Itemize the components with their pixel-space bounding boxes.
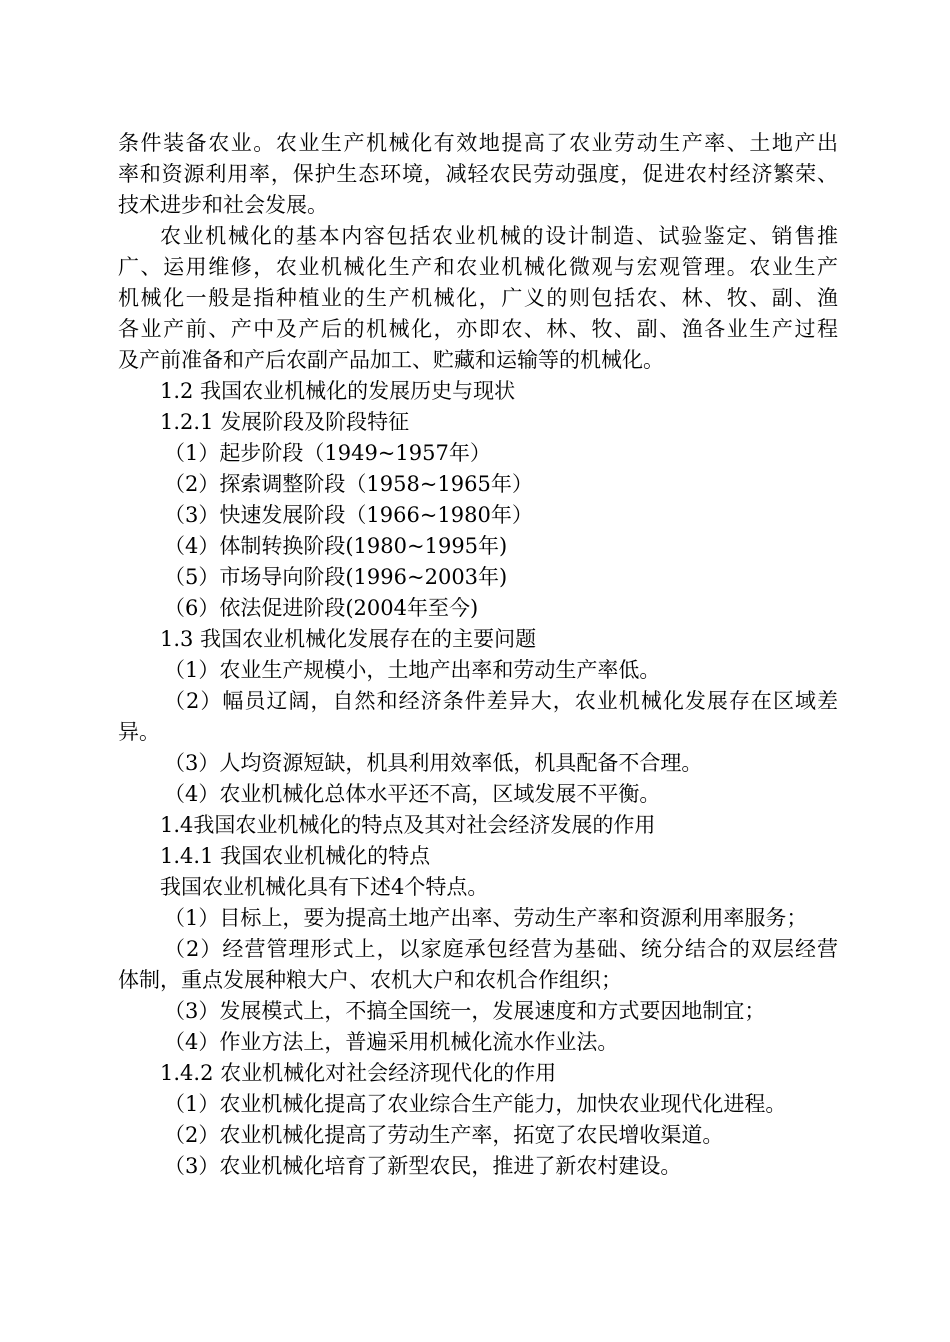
text-line: （4）体制转换阶段(1980~1995年) <box>164 534 508 558</box>
text-line: 1.4我国农业机械化的特点及其对社会经济发展的作用 <box>160 813 656 837</box>
text-line: （3）人均资源短缺，机具利用效率低，机具配备不合理。 <box>164 751 703 775</box>
text-line: （3）农业机械化培育了新型农民，推进了新农村建设。 <box>164 1154 682 1178</box>
text-line: （3）快速发展阶段（1966~1980年） <box>164 503 533 527</box>
text-line: 1.2.1 发展阶段及阶段特征 <box>160 410 410 434</box>
text-line: 率和资源利用率，保护生态环境，减轻农民劳动强度，促进农村经济繁荣、 <box>118 162 838 186</box>
text-line: 1.2 我国农业机械化的发展历史与现状 <box>160 379 516 403</box>
text-line: 广、运用维修，农业机械化生产和农业机械化微观与宏观管理。农业生产 <box>118 255 838 279</box>
text-line: 各业产前、产中及产后的机械化，亦即农、林、牧、副、渔各业生产过程 <box>118 317 838 341</box>
text-line: （4）作业方法上，普遍采用机械化流水作业法。 <box>164 1030 619 1054</box>
text-line: 条件装备农业。农业生产机械化有效地提高了农业劳动生产率、土地产出 <box>118 131 838 155</box>
text-line: （2）农业机械化提高了劳动生产率，拓宽了农民增收渠道。 <box>164 1123 724 1147</box>
text-line: 1.4.2 农业机械化对社会经济现代化的作用 <box>160 1061 557 1085</box>
text-line: （6）依法促进阶段(2004年至今) <box>164 596 479 620</box>
text-line: （3）发展模式上，不搞全国统一，发展速度和方式要因地制宜； <box>164 999 766 1023</box>
text-line: （1）农业生产规模小，土地产出率和劳动生产率低。 <box>164 658 661 682</box>
text-line: 异。 <box>118 720 160 744</box>
text-line: 机械化一般是指种植业的生产机械化，广义的则包括农、林、牧、副、渔 <box>118 286 838 310</box>
text-line: （2）经营管理形式上，以家庭承包经营为基础、统分结合的双层经营 <box>164 937 838 961</box>
text-line: 我国农业机械化具有下述4个特点。 <box>160 875 489 899</box>
text-line: 农业机械化的基本内容包括农业机械的设计制造、试验鉴定、销售推 <box>160 224 838 248</box>
text-line: （1）目标上，要为提高土地产出率、劳动生产率和资源利用率服务； <box>164 906 808 930</box>
text-line: （4）农业机械化总体水平还不高，区域发展不平衡。 <box>164 782 661 806</box>
text-line: （1）起步阶段（1949~1957年） <box>164 441 491 465</box>
text-line: 1.4.1 我国农业机械化的特点 <box>160 844 431 868</box>
text-line: 技术进步和社会发展。 <box>118 193 328 217</box>
document-body <box>118 128 838 1182</box>
text-line: 1.3 我国农业机械化发展存在的主要问题 <box>160 627 537 651</box>
text-line: 及产前准备和产后农副产品加工、贮藏和运输等的机械化。 <box>118 348 664 372</box>
text-line: （5）市场导向阶段(1996~2003年) <box>164 565 508 589</box>
text-line: 体制，重点发展种粮大户、农机大户和农机合作组织； <box>118 968 622 992</box>
text-line: （2）探索调整阶段（1958~1965年） <box>164 472 533 496</box>
text-line: （2）幅员辽阔，自然和经济条件差异大，农业机械化发展存在区域差 <box>164 689 838 713</box>
text-line: （1）农业机械化提高了农业综合生产能力，加快农业现代化进程。 <box>164 1092 787 1116</box>
